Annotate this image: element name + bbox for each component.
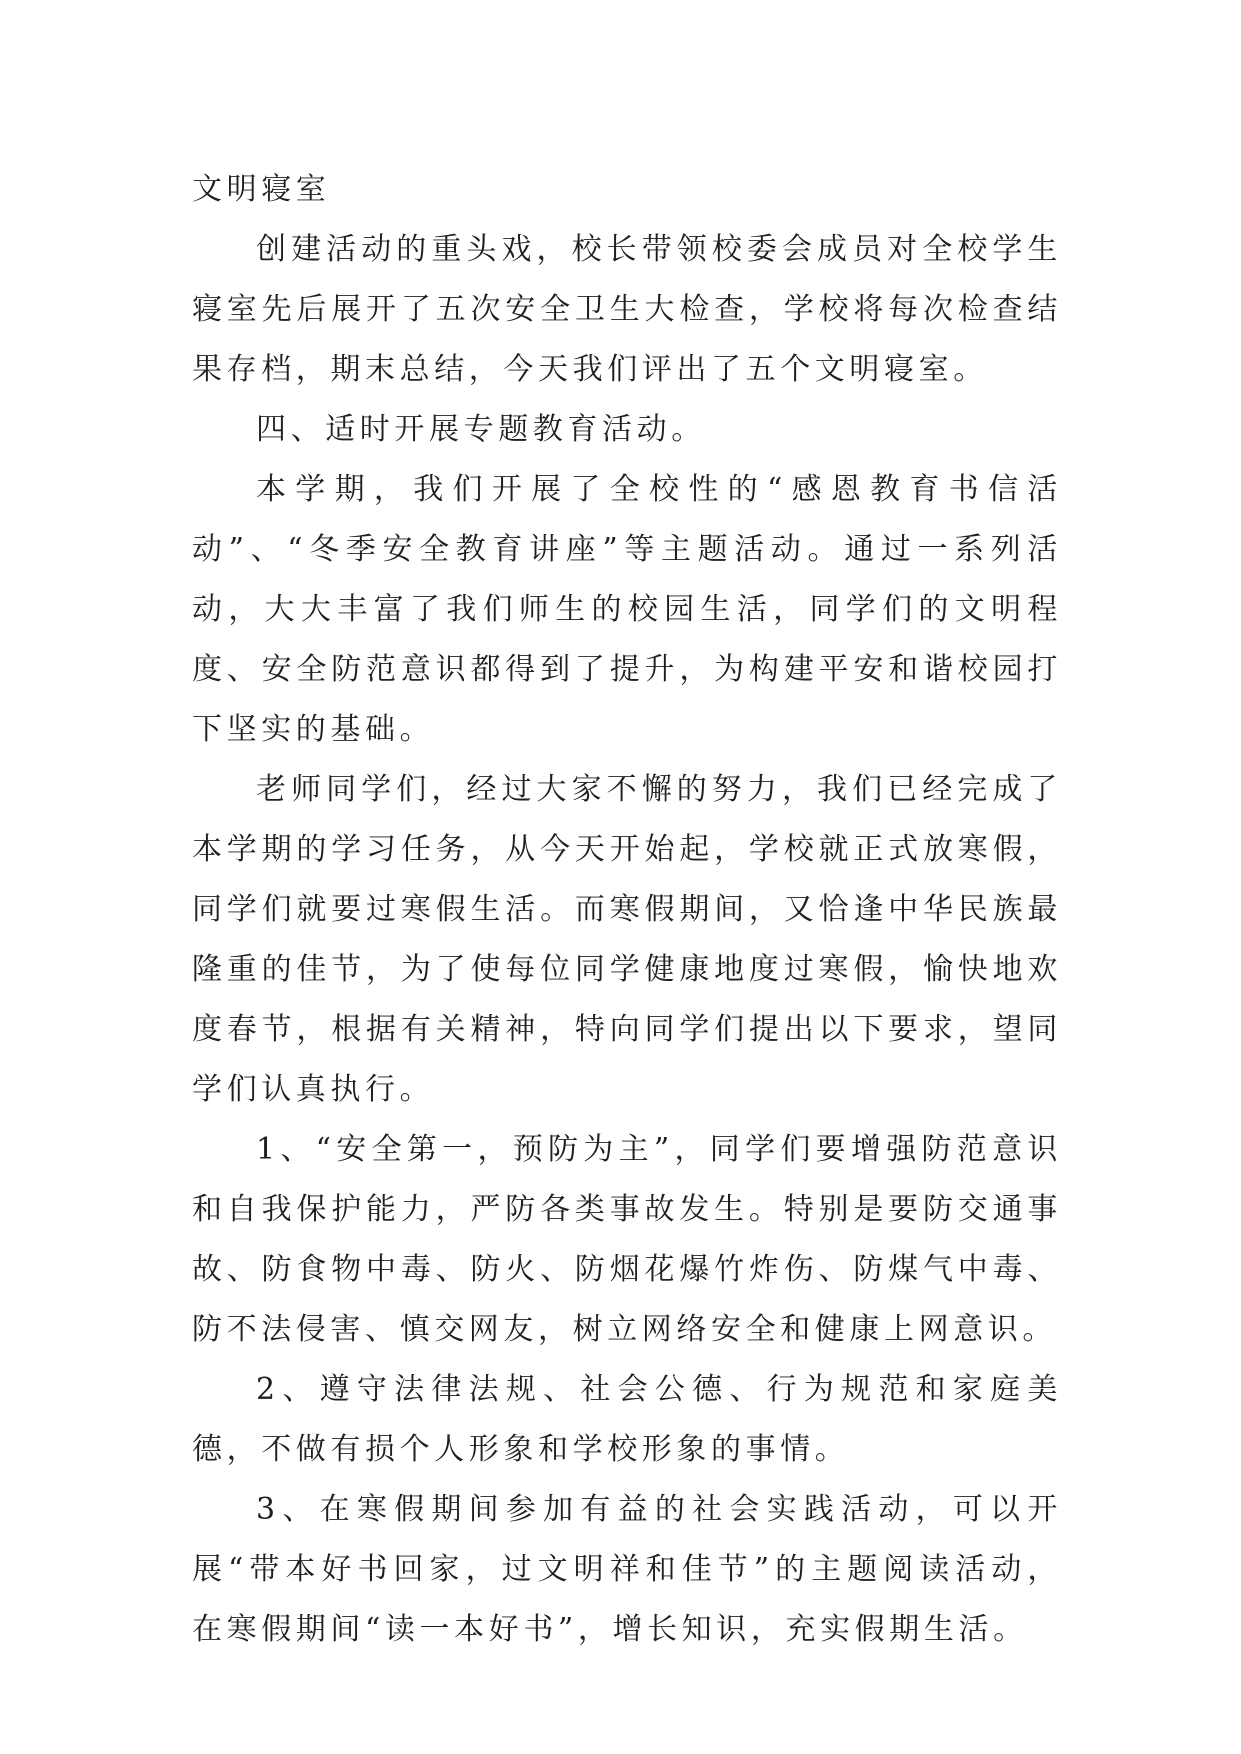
requirement-item-2: 2、遵守法律法规、社会公德、行为规范和家庭美德，不做有损个人形象和学校形象的事情。 bbox=[192, 1372, 1062, 1467]
paragraph-continuation-heading: 文明寝室 bbox=[192, 172, 331, 207]
document-body bbox=[192, 160, 1062, 1660]
paragraph-dormitory-inspection: 创建活动的重头戏，校长带领校委会成员对全校学生寝室先后展开了五次安全卫生大检查，学校将每次检查结果存档，期末总结，今天我们评出了五个文明寝室。 bbox=[192, 232, 1062, 387]
requirement-item-3: 3、在寒假期间参加有益的社会实践活动，可以开展“带本好书回家，过文明祥和佳节”的主题阅读活动，在寒假期间“读一本好书”，增长知识，充实假期生活。 bbox=[192, 1492, 1062, 1647]
section-heading-special-education: 四、适时开展专题教育活动。 bbox=[256, 412, 706, 447]
requirement-item-1: 1、“安全第一，预防为主”，同学们要增强防范意识和自我保护能力，严防各类事故发生。特别是要防交通事故、防食物中毒、防火、防烟花爆竹炸伤、防煤气中毒、防不法侵害、慎交网友，树立网络安全和健康上网意识。 bbox=[192, 1132, 1062, 1347]
paragraph-theme-activities: 本学期，我们开展了全校性的“感恩教育书信活动”、“冬季安全教育讲座”等主题活动。通过一系列活动，大大丰富了我们师生的校园生活，同学们的文明程度、安全防范意识都得到了提升，为构建平安和谐校园打下坚实的基础。 bbox=[192, 472, 1062, 747]
paragraph-winter-vacation-intro: 老师同学们，经过大家不懈的努力，我们已经完成了本学期的学习任务，从今天开始起，学校就正式放寒假，同学们就要过寒假生活。而寒假期间，又恰逢中华民族最隆重的佳节，为了使每位同学健康地度过寒假，愉快地欢度春节，根据有关精神，特向同学们提出以下要求，望同学们认真执行。 bbox=[192, 772, 1062, 1107]
